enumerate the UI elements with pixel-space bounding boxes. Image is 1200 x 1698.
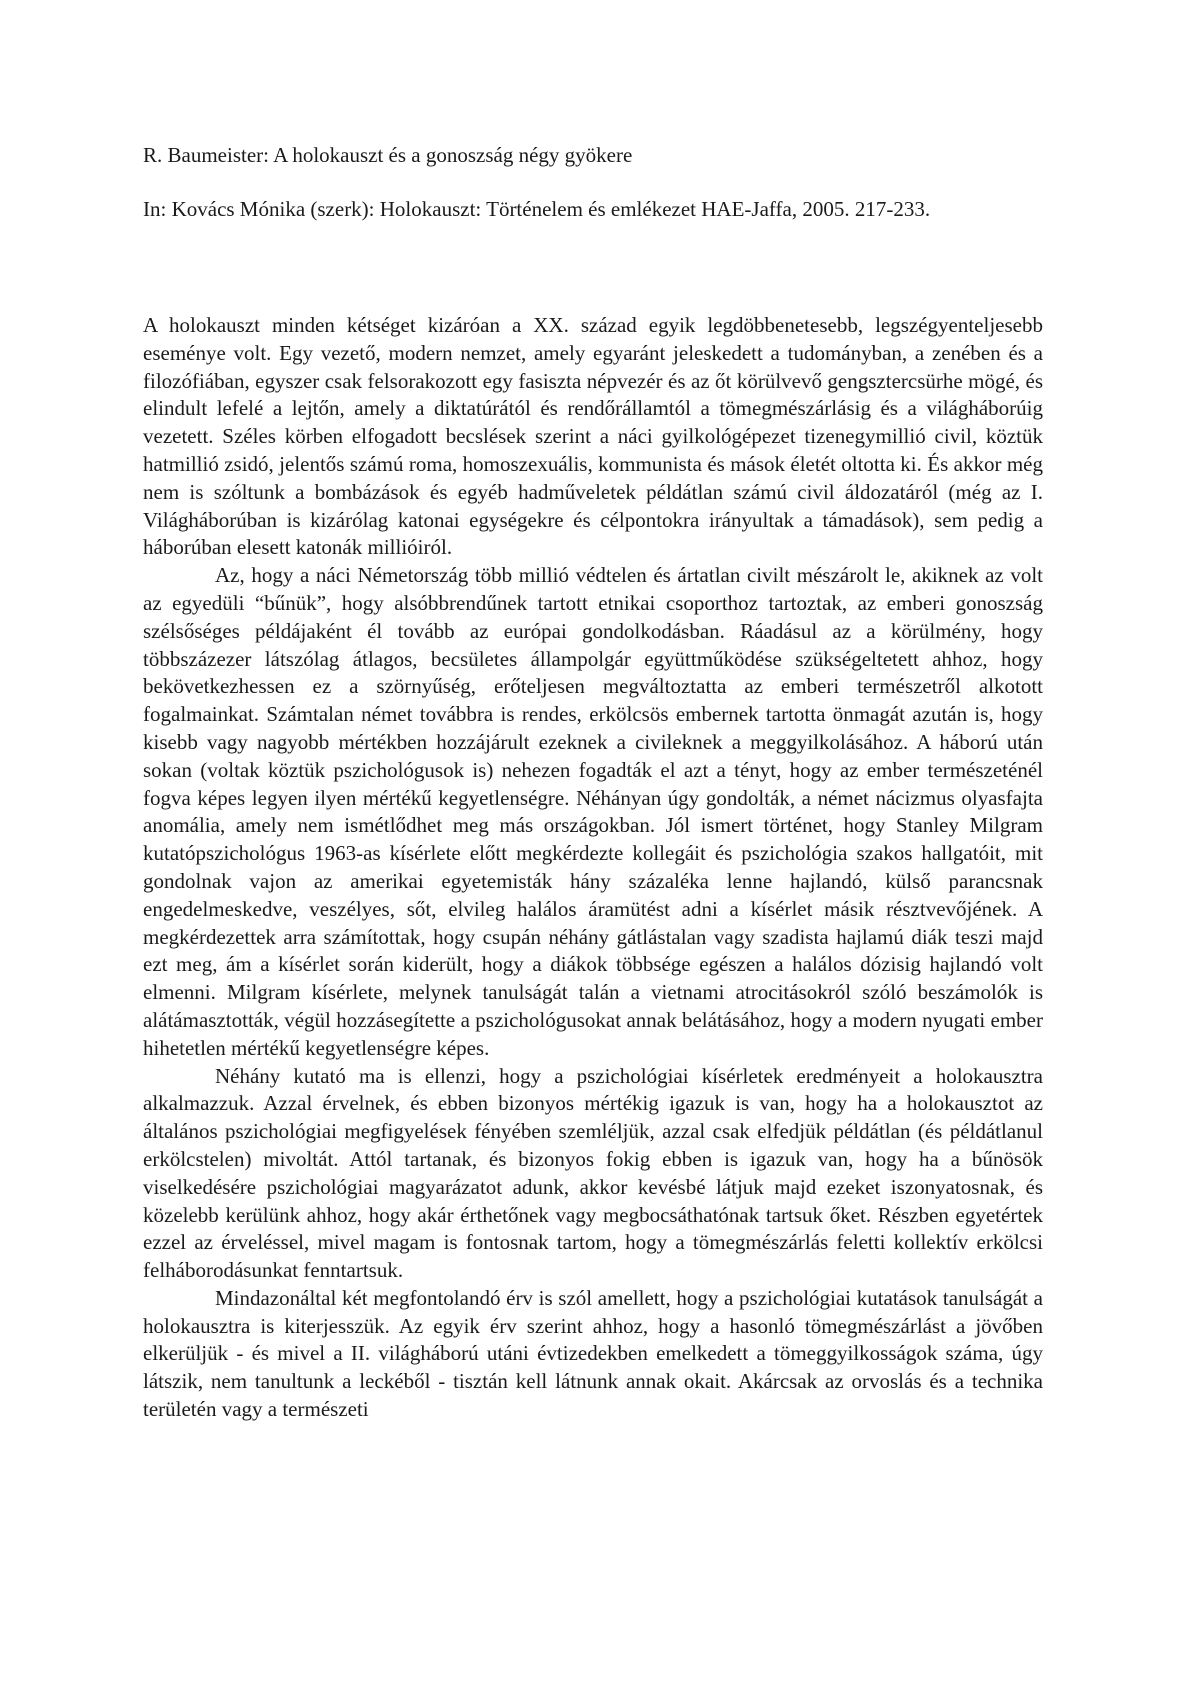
document-body <box>143 312 1043 1424</box>
paragraph: Az, hogy a náci Németország több millió védtelen és ártatlan civilt mészárolt le, akiknek az volt az egyedüli “bűnük”, hogy alsóbbrendűnek tartott etnikai csoporthoz tartoztak, az emberi gonoszság szélsőséges példájaként él tovább az európai gondolkodásban. Ráadásul az a körülmény, hogy többszázezer látszólag átlagos, becsületes állampolgár együttműködése szükségeltetett ahhoz, hogy bekövetkezhessen ez a szörnyűség, erőteljesen megváltoztatta az emberi természetről alkotott fogalmainkat. Számtalan német továbbra is rendes, erkölcsös embernek tartotta önmagát azután is, hogy kisebb vagy nagyobb mértékben hozzájárult ezeknek a civileknek a meggyilkolásához. A háború után sokan (voltak köztük pszichológusok is) nehezen fogadták el azt a tényt, hogy az ember természeténél fogva képes legyen ilyen mértékű kegyetlenségre. Néhányan úgy gondolták, a német nácizmus olyasfajta anomália, amely nem ismétlődhet meg más országokban. Jól ismert történet, hogy Stanley Milgram kutatópszichológus 1963-as kísérlete előtt megkérdezte kollegáit és pszichológia szakos hallgatóit, mit gondolnak vajon az amerikai egyetemisták hány százaléka lenne hajlandó, külső parancsnak engedelmeskedve, veszélyes, sőt, elvileg halálos áramütést adni a kísérlet másik résztvevőjének. A megkérdezettek arra számítottak, hogy csupán néhány gátlástalan vagy szadista hajlamú diák teszi majd ezt meg, ám a kísérlet során kiderült, hogy a diákok többsége egészen a halálos dózisig hajlandó volt elmenni. Milgram kísérlete, melynek tanulságát talán a vietnami atrocitásokról szóló beszámolók is alátámasztották, végül hozzásegítette a pszichológusokat annak belátásához, hogy a modern nyugati ember hihetetlen mértékű kegyetlenségre képes. <box>143 563 1043 1060</box>
paragraph: Mindazonáltal két megfontolandó érv is szól amellett, hogy a pszichológiai kutatások tanulságát a holokausztra is kiterjesszük. Az egyik érv szerint ahhoz, hogy a hasonló tömegmészárlást a jövőben elkerüljük - és mivel a II. világháború utáni évtizedekben emelkedett a tömeggyilkosságok száma, úgy látszik, nem tanultunk a leckéből - tisztán kell látnunk annak okait. Akárcsak az orvoslás és a technika területén vagy a természeti <box>143 1285 1043 1422</box>
document-title: R. Baumeister: A holokauszt és a gonoszság négy gyökere <box>143 143 633 167</box>
paragraph: Néhány kutató ma is ellenzi, hogy a pszichológiai kísérletek eredményeit a holokausztra alkalmazzuk. Azzal érvelnek, és ebben bizonyos mértékig igazuk is van, hogy ha a holokausztot az általános pszichológiai megfigyelések fényében szemléljük, azzal csak elfedjük példátlan (és példátlanul erkölcstelen) mivoltát. Attól tartanak, és bizonyos fokig ebben is igazuk van, hogy ha a bűnösök viselkedésére pszichológiai magyarázatot adunk, akkor kevésbé látjuk majd ezeket iszonyatosnak, és közelebb kerülünk ahhoz, hogy akár érthetőnek vagy megbocsáthatónak tartsuk őket. Részben egyetértek ezzel az érveléssel, mivel magam is fontosnak tartom, hogy a tömegmészárlás feletti kollektív erkölcsi felháborodásunkat fenntartsuk. <box>143 1063 1043 1283</box>
document-header <box>143 142 1083 222</box>
document-citation: In: Kovács Mónika (szerk): Holokauszt: Történelem és emlékezet HAE-Jaffa, 2005. 217-233. <box>143 197 931 221</box>
paragraph: A holokauszt minden kétséget kizáróan a XX. század egyik legdöbbenetesebb, legszégyenteljesebb eseménye volt. Egy vezető, modern nemzet, amely egyaránt jeleskedett a tudományban, a zenében és a filozófiában, egyszer csak felsorakozott egy fasiszta népvezér és az őt körülvevő gengsztercsürhe mögé, és elindult lefelé a lejtőn, amely a diktatúrától és rendőrállamtól a tömegmészárlásig és a világháborúig vezetett. Széles körben elfogadott becslések szerint a náci gyilkológépezet tizenegymillió civil, köztük hatmillió zsidó, jelentős számú roma, homoszexuális, kommunista és mások életét oltotta ki. És akkor még nem is szóltunk a bombázások és egyéb hadműveletek példátlan számú civil áldozatáról (még az I. Világháborúban is kizárólag katonai egységekre és célpontokra irányultak a támadások), sem pedig a háborúban elesett katonák millióiról. <box>143 313 1043 560</box>
